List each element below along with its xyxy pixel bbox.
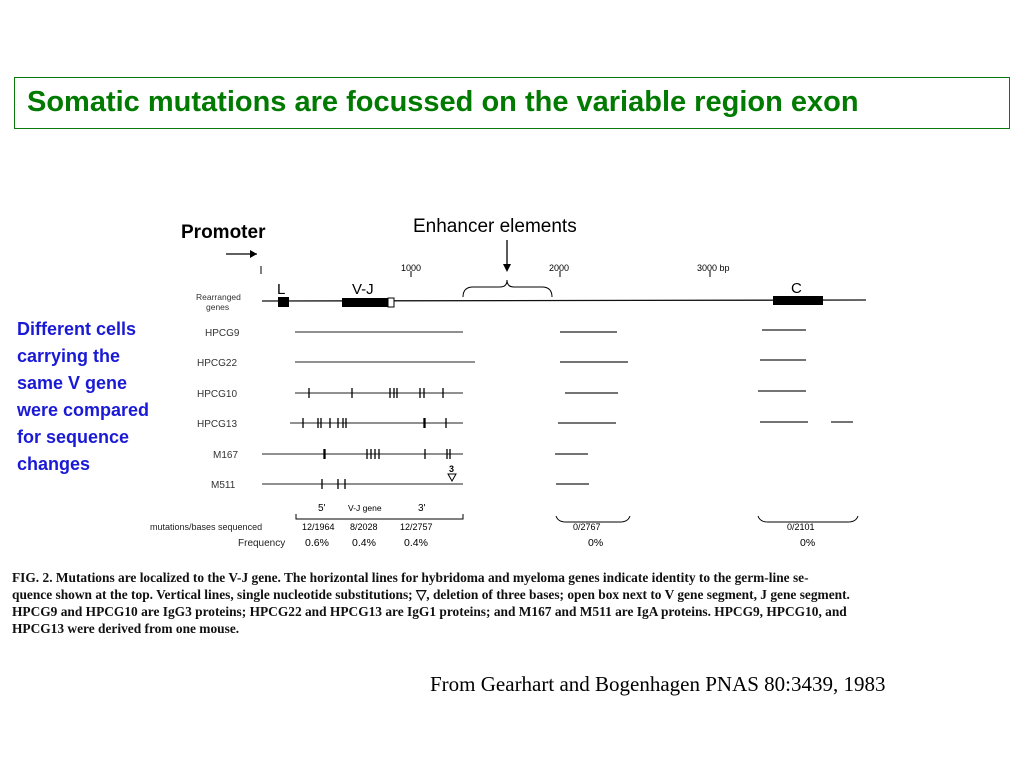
enhancer-label: Enhancer elements [413,216,577,237]
vj-gene-label: V-J gene [348,503,382,513]
scale-label: 2000 [549,263,570,273]
caption-line: quence shown at the top. Vertical lines, single nucleotide substitutions; ▽, deletion of three bases; open box next to V gene segment, J gene segment. [12,587,850,602]
side-note-line: Different cells [17,319,137,339]
constant-label: C [791,280,802,297]
scale-label: 3000 bp [697,263,730,273]
frequency-value: 0% [800,537,816,549]
caption-line: HPCG13 were derived from one mouse. [12,621,240,636]
slide-title: Somatic mutations are focussed on the variable region exon [27,86,859,118]
promoter-arrow-head [250,250,257,258]
five-prime-label: 5' [318,503,326,514]
frequency-row-label: Frequency [238,538,286,549]
leader-exon [278,297,289,307]
leader-label: L [277,281,286,298]
bracket-left [296,514,463,519]
side-note-line: were compared [17,400,150,420]
clone-label: HPCG22 [197,358,238,369]
caption-line: HPCG9 and HPCG10 are IgG3 proteins; HPCG22 and HPCG13 are IgG1 proteins; and M167 and M511 are IgA proteins. HPCG9, HPCG10, and [12,604,847,619]
promoter-label: Promoter [181,222,266,243]
mutation-count: 12/2757 [400,522,433,532]
rearranged-label: Rearranged [196,292,241,302]
clone-label: M511 [211,480,236,491]
clone-row-hpcg9 [205,328,806,339]
clone-label: M167 [213,450,239,461]
side-note-line: for sequence [17,427,130,447]
citation: From Gearhart and Bogenhagen PNAS 80:3439, 1983 [430,672,886,696]
clone-label: HPCG9 [205,328,240,339]
side-note-line: same V gene [17,373,128,393]
clone-row-hpcg10 [197,388,806,400]
clone-row-m511 [211,479,589,491]
three-prime-label: 3' [418,503,426,514]
enhancer-arrow-head [503,264,511,272]
frequency-value: 0% [588,537,604,549]
vj-exon [342,298,388,307]
mutation-count: 12/1964 [302,522,335,532]
rearranged-label: genes [206,302,230,312]
enhancer-brace [463,280,552,297]
deletion-count: 3 [449,464,455,474]
clone-row-hpcg13 [197,418,853,430]
caption-line: FIG. 2. Mutations are localized to the V-J gene. The horizontal lines for hybridoma and myeloma genes indicate identity to the germ-line se- [12,570,809,585]
frequency-value: 0.4% [404,537,428,549]
mutation-count: 8/2028 [350,522,378,532]
constant-exon [773,296,823,305]
clone-row-m167 [213,449,588,481]
frequency-value: 0.6% [305,537,329,549]
scale-label: 1000 [401,263,422,273]
frequency-value: 0.4% [352,537,376,549]
j-segment-box [388,298,394,307]
mutations-row-label: mutations/bases sequenced [150,522,263,532]
deletion-triangle-icon [448,474,456,481]
figure-caption [12,569,1012,637]
clone-label: HPCG13 [197,419,238,430]
mutation-count: 0/2767 [573,522,601,532]
clone-row-hpcg22 [197,358,806,369]
clone-label: HPCG10 [197,389,238,400]
side-note-line: carrying the [17,346,121,366]
vj-label: V-J [352,281,374,298]
mutation-count: 0/2101 [787,522,815,532]
side-note-line: changes [17,454,91,474]
